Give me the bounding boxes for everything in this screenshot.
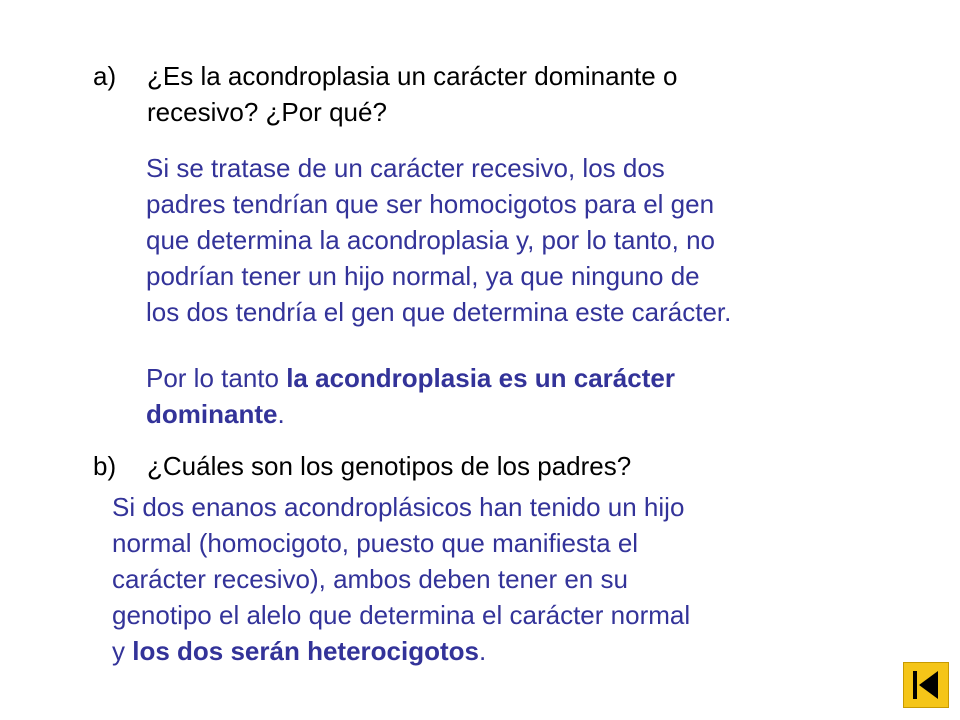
question-b [93, 448, 853, 484]
answer-a-conclusion-bold1: la acondroplasia es un carácter [286, 363, 675, 393]
answer-b-line: Si dos enanos acondroplásicos han tenido un hijo [112, 492, 685, 522]
answer-a-line: Si se tratase de un carácter recesivo, los dos [146, 153, 665, 183]
question-a [93, 58, 853, 130]
answer-b-last-bold: los dos serán heterocigotos [132, 636, 479, 666]
answer-a-line: padres tendrían que ser homocigotos para el gen [146, 189, 715, 219]
answer-b-last-suffix: . [478, 636, 487, 666]
answer-b-paragraph [112, 489, 690, 669]
answer-a-paragraph-2 [146, 360, 675, 432]
skip-back-icon [904, 663, 948, 707]
answer-a-line: los dos tendría el gen que determina este carácter. [146, 297, 732, 327]
answer-a-paragraph-1 [146, 150, 731, 330]
answer-b-last-prefix: y [112, 636, 133, 666]
question-a-line1: ¿Es la acondroplasia un carácter dominante o [147, 61, 678, 91]
answer-b-line: carácter recesivo), ambos deben tener en su [112, 564, 628, 594]
question-a-line2: recesivo? ¿Por qué? [147, 97, 387, 127]
answer-b-line: genotipo el alelo que determina el carácter normal [112, 600, 691, 630]
answer-a-conclusion-line1 [146, 360, 675, 396]
back-button[interactable] [903, 662, 949, 708]
answer-a-conclusion-suffix: . [277, 399, 285, 429]
answer-a-conclusion-prefix: Por lo tanto [146, 363, 287, 393]
answer-a-line: podrían tener un hijo normal, ya que ninguno de [146, 261, 700, 291]
question-a-label: a) [93, 61, 117, 91]
answer-a-conclusion-line2 [146, 396, 675, 432]
question-a-text [147, 58, 677, 130]
question-b-text: ¿Cuáles son los genotipos de los padres? [147, 451, 632, 481]
answer-a-conclusion-bold2: dominante [146, 399, 278, 429]
answer-b-last-line [112, 633, 690, 669]
answer-a-line: que determina la acondroplasia y, por lo tanto, no [146, 225, 715, 255]
question-b-label: b) [93, 451, 117, 481]
answer-b-line: normal (homocigoto, puesto que manifiesta el [112, 528, 639, 558]
